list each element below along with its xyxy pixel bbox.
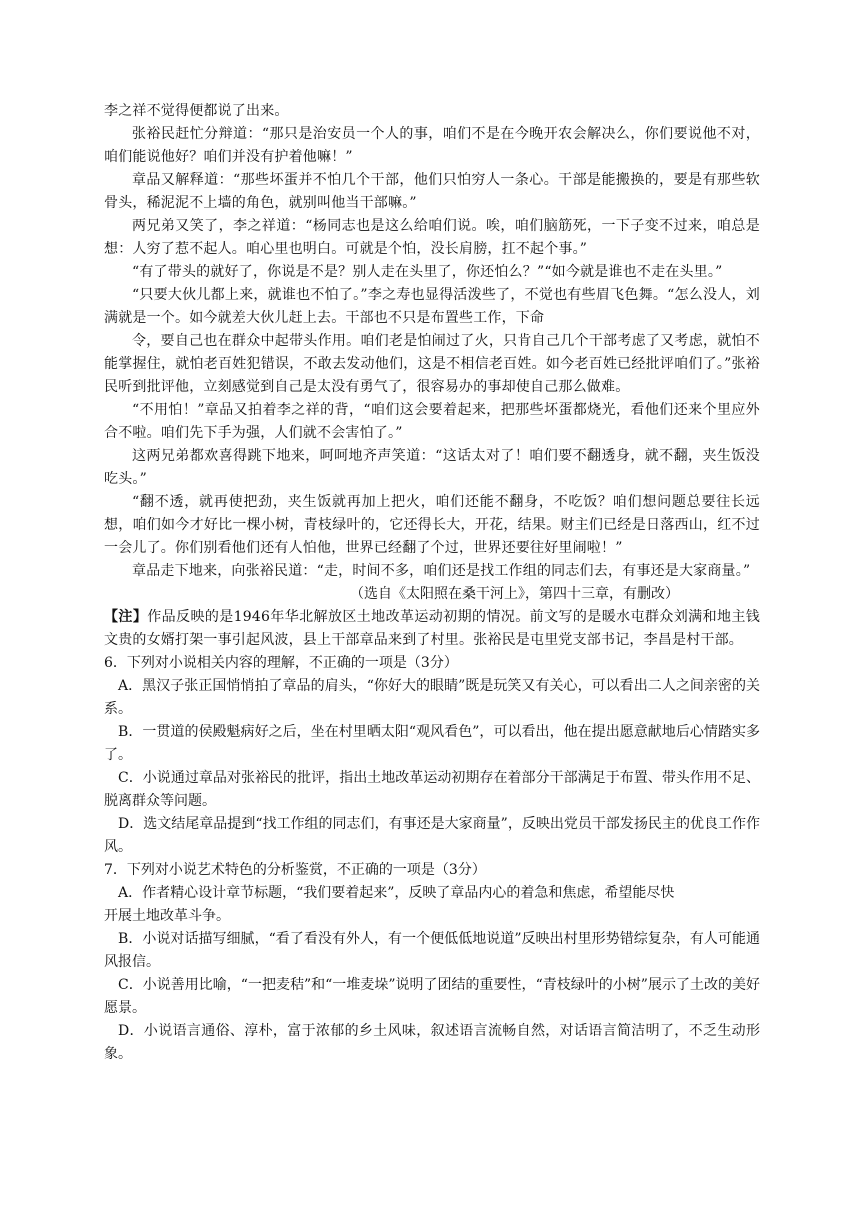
passage-paragraph-1: 张裕民赶忙分辩道：“那只是治安员一个人的事，咱们不是在今晚开农会解决么，你们要说他不对，咱们能说他好？咱们并没有护着他嘛！”	[104, 126, 760, 165]
option-a: A．黑汉子张正国悄悄拍了章品的肩头，“你好大的眼睛”既是玩笑又有关心，可以看出二人之间亲密的关系。	[104, 678, 760, 717]
annotation-note	[104, 606, 760, 652]
option-d: D．小说语言通俗、淳朴，富于浓郁的乡土风味，叙述语言流畅自然，对话语言简洁明了，不乏生动形象。	[104, 1023, 760, 1062]
option-a: A．作者精心设计章节标题，“我们要着起来”，反映了章品内心的着急和焦虑，希望能尽快	[118, 885, 675, 901]
document-page	[104, 100, 760, 1066]
passage-paragraph-10: 章品走下地来，向张裕民道：“走，时间不多，咱们还是找工作组的同志们去，有事还是大家商量。”	[132, 563, 751, 579]
passage-paragraph-8: 这两兄弟都欢喜得跳下地来，呵呵地齐声笑道：“这话太对了！咱们要不翻透身，就不翻，夹生饭没吃头。”	[104, 448, 760, 487]
note-mark: 【注】	[104, 609, 148, 625]
option-d: D．选文结尾章品提到“找工作组的同志们，有事还是大家商量”，反映出党员干部发扬民主的优良工作作风。	[104, 816, 760, 855]
passage-source: （选自《太阳照在桑干河上》，第四十三章，有删改）	[350, 586, 679, 602]
note-text: 作品反映的是1946年华北解放区土地改革运动初期的情况。前文写的是暖水屯群众刘满和地主钱文贵的女婿打架一事引起风波，县上干部章品来到了村里。张裕民是屯里党支部书记，李昌是村干部。	[104, 609, 760, 648]
option-b: B．一贯道的侯殿魁病好之后，坐在村里晒太阳“观风看色”，可以看出，他在提出愿意献地后心情踏实多了。	[104, 724, 760, 763]
question-stem: 6．下列对小说相关内容的理解，不正确的一项是（3分）	[104, 655, 458, 671]
passage-paragraph-0: 李之祥不觉得便都说了出来。	[104, 103, 289, 119]
passage-paragraph-2: 章品又解释道：“那些坏蛋并不怕几个干部，他们只怕穷人一条心。干部是能搬换的，要是有那些软骨头，稀泥泥不上墙的角色，就别叫他当干部嘛。”	[104, 172, 760, 211]
passage-paragraph-5: “只要大伙儿都上来，就谁也不怕了。”李之寿也显得活泼些了，不觉也有些眉飞色舞。“怎么没人，刘满就是一个。如今就差大伙儿赶上去。干部也不只是布置些工作，下命	[104, 287, 760, 326]
question-7	[104, 859, 760, 1066]
passage-paragraph-7: “不用怕！”章品又拍着李之祥的背，“咱们这会要着起来，把那些坏蛋都烧光，看他们还来个里应外合不啦。咱们先下手为强，人们就不会害怕了。”	[104, 402, 760, 441]
passage-paragraph-3: 两兄弟又笑了，李之祥道：“杨同志也是这么给咱们说。唉，咱们脑筋死，一下子变不过来，咱总是想：人穷了惹不起人。咱心里也明白。可就是个怕，没长肩膀，扛不起个事。”	[104, 218, 760, 257]
passage-paragraph-4: “有了带头的就好了，你说是不是？别人走在头里了，你还怕么？”“如今就是谁也不走在头里。”	[132, 264, 723, 280]
question-6	[104, 652, 760, 859]
option-c: C．小说通过章品对张裕民的批评，指出土地改革运动初期存在着部分干部满足于布置、带头作用不足、脱离群众等问题。	[104, 770, 760, 809]
passage-paragraph-9: “翻不透，就再使把劲，夹生饭就再加上把火，咱们还能不翻身，不吃饭？咱们想问题总要往长远想，咱们如今才好比一棵小树，青枝绿叶的，它还得长大，开花，结果。财主们已经是日落西山，红不过一会儿了。你们别看他们还有人怕他，世界已经翻了个过，世界还要往好里闹啦！”	[104, 494, 760, 556]
question-stem: 7．下列对小说艺术特色的分析鉴赏，不正确的一项是（3分）	[104, 862, 486, 878]
passage-paragraph-6: 令，要自己也在群众中起带头作用。咱们老是怕闹过了火，只肯自己几个干部考虑了又考虑，就怕不能掌握住，就怕老百姓犯错误，不敢去发动他们，这是不相信老百姓。如今老百姓已经批评咱们了。”张裕民听到批评他，立刻感觉到自己是太没有勇气了，很容易办的事却使自己那么做难。	[104, 333, 760, 395]
option-c: C．小说善用比喻，“一把麦秸”和“一堆麦垛”说明了团结的重要性，“青枝绿叶的小树”展示了土改的美好愿景。	[104, 977, 760, 1016]
option-b: B．小说对话描写细腻，“看了看没有外人，有一个便低低地说道”反映出村里形势错综复杂，有人可能通风报信。	[104, 931, 760, 970]
option-a-continuation: 开展土地改革斗争。	[104, 908, 230, 924]
